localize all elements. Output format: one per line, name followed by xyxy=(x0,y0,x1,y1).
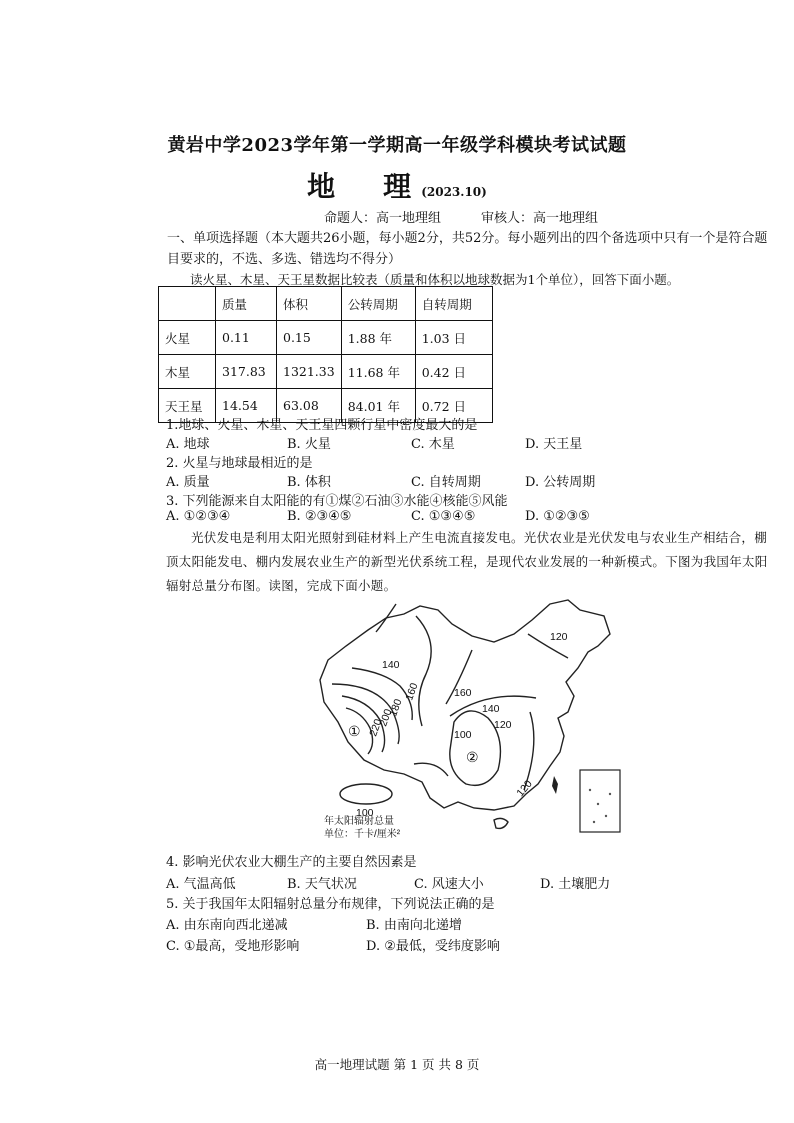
q1-option-d[interactable]: D. 天王星 xyxy=(525,437,583,452)
q1-option-a[interactable]: A. 地球 xyxy=(166,437,210,452)
question-2-stem: 2. 火星与地球最相近的是 xyxy=(166,456,313,471)
table-cell: 0.11 xyxy=(216,321,277,355)
isoline-label: 220 xyxy=(367,717,385,739)
table-header-row xyxy=(159,287,493,321)
isoline-label: 140 xyxy=(482,703,500,715)
planet-data-table xyxy=(158,286,493,423)
isoline-label: 120 xyxy=(514,777,535,800)
isoline-label: 100 xyxy=(356,807,374,819)
taiwan-island xyxy=(552,776,558,794)
reviewer: 审核人：高一地理组 xyxy=(481,211,599,226)
table-header-cell xyxy=(159,287,216,321)
table-cell: 0.15 xyxy=(277,321,342,355)
table-cell: 63.08 xyxy=(277,389,342,423)
q4-option-a[interactable]: A. 气温高低 xyxy=(166,877,236,892)
table-cell: 1321.33 xyxy=(277,355,342,389)
table-header-cell: 自转周期 xyxy=(415,287,492,321)
table-cell: 木星 xyxy=(159,355,216,389)
isoline xyxy=(376,604,396,632)
q5-option-c[interactable]: C. ①最高，受地形影响 xyxy=(166,939,300,954)
page-footer: 高一地理试题 第 1 页 共 8 页 xyxy=(314,1057,480,1072)
table-header-cell: 体积 xyxy=(277,287,342,321)
hainan-outline xyxy=(494,818,508,828)
q2-option-b[interactable]: B. 体积 xyxy=(287,475,331,490)
marker-2: ② xyxy=(466,749,479,765)
question-3-stem: 3. 下列能源来自太阳能的有①煤②石油③水能④核能⑤风能 xyxy=(166,494,508,509)
isoline-label: 160 xyxy=(403,681,421,703)
exam-date: (2023.10) xyxy=(421,185,487,199)
table-row xyxy=(159,355,493,389)
table-cell: 0.72 日 xyxy=(415,389,492,423)
isoline-label: 160 xyxy=(454,687,472,699)
isoline-label: 180 xyxy=(387,697,405,719)
section-heading: 一、单项选择题（本大题共26小题，每小题2分，共52分。每小题列出的四个备选项中只有一个是符合题目要求的，不选、多选、错选均不得分） xyxy=(167,231,768,267)
q3-option-a[interactable]: A. ①②③④ xyxy=(166,509,231,524)
q5-option-b[interactable]: B. 由南向北递增 xyxy=(366,918,462,933)
table-header-cell: 质量 xyxy=(216,287,277,321)
legend-title: 年太阳辐射总量 xyxy=(324,816,394,827)
authors-line xyxy=(324,207,598,226)
q2-option-d[interactable]: D. 公转周期 xyxy=(525,475,596,490)
isoline-label: 120 xyxy=(550,631,568,643)
q4-option-c[interactable]: C. 风速大小 xyxy=(414,877,484,892)
q2-option-c[interactable]: C. 自转周期 xyxy=(411,475,481,490)
isoline xyxy=(414,763,448,776)
marker-1: ① xyxy=(348,723,361,739)
q5-option-d[interactable]: D. ②最低，受纬度影响 xyxy=(366,939,500,954)
q4-option-d[interactable]: D. 土壤肥力 xyxy=(540,877,611,892)
q1-option-b[interactable]: B. 火星 xyxy=(287,437,331,452)
south-china-sea-inset xyxy=(580,770,620,832)
legend-unit: 单位：千卡/厘米² xyxy=(324,829,401,838)
question-4-stem: 4. 影响光伏农业大棚生产的主要自然因素是 xyxy=(166,855,417,870)
setter: 命题人：高一地理组 xyxy=(324,211,442,226)
table-cell: 317.83 xyxy=(216,355,277,389)
isoline-label: 140 xyxy=(382,659,400,671)
question-1-stem: 1.地球、火星、木星、天王星四颗行星中密度最大的是 xyxy=(166,418,478,433)
q1-option-c[interactable]: C. 木星 xyxy=(411,437,455,452)
table-cell: 火星 xyxy=(159,321,216,355)
table-header-cell: 公转周期 xyxy=(341,287,415,321)
china-solar-radiation-map xyxy=(318,594,622,838)
legend-ellipse xyxy=(340,784,392,804)
q4-option-b[interactable]: B. 天气状况 xyxy=(287,877,357,892)
isoline xyxy=(416,616,431,726)
table-cell: 1.03 日 xyxy=(415,321,492,355)
table-intro: 读火星、木星、天王星数据比较表（质量和体积以地球数据为1个单位），回答下面小题。 xyxy=(190,272,680,287)
subject-title xyxy=(0,165,794,205)
isoline-label: 100 xyxy=(454,729,472,741)
isoline-label: 200 xyxy=(377,707,395,729)
q3-option-b[interactable]: B. ②③④⑤ xyxy=(287,509,352,524)
q3-option-d[interactable]: D. ①②③⑤ xyxy=(525,509,590,524)
table-cell: 14.54 xyxy=(216,389,277,423)
q5-option-a[interactable]: A. 由东南向西北递减 xyxy=(166,918,288,933)
question-5-stem: 5. 关于我国年太阳辐射总量分布规律，下列说法正确的是 xyxy=(166,897,495,912)
subject-name: 地 理 xyxy=(307,170,422,203)
q2-option-a[interactable]: A. 质量 xyxy=(166,475,210,490)
table-row xyxy=(159,321,493,355)
table-cell: 84.01 年 xyxy=(341,389,415,423)
passage-text: 光伏发电是利用太阳光照射到硅材料上产生电流直接发电。光伏农业是光伏发电与农业生产相结合，棚顶太阳能发电、棚内发展农业生产的新型光伏系统工程，是现代农业发展的一种新模式。下图为我国年太阳辐射总量分布图。读图，完成下面小题。 xyxy=(166,530,768,593)
q3-option-c[interactable]: C. ①③④⑤ xyxy=(411,509,476,524)
isoline-label: 120 xyxy=(494,719,512,731)
table-cell: 0.42 日 xyxy=(415,355,492,389)
exam-title: 黄岩中学2023学年第一学期高一年级学科模块考试试题 xyxy=(167,135,627,156)
table-cell: 天王星 xyxy=(159,389,216,423)
table-cell: 11.68 年 xyxy=(341,355,415,389)
table-cell: 1.88 年 xyxy=(341,321,415,355)
